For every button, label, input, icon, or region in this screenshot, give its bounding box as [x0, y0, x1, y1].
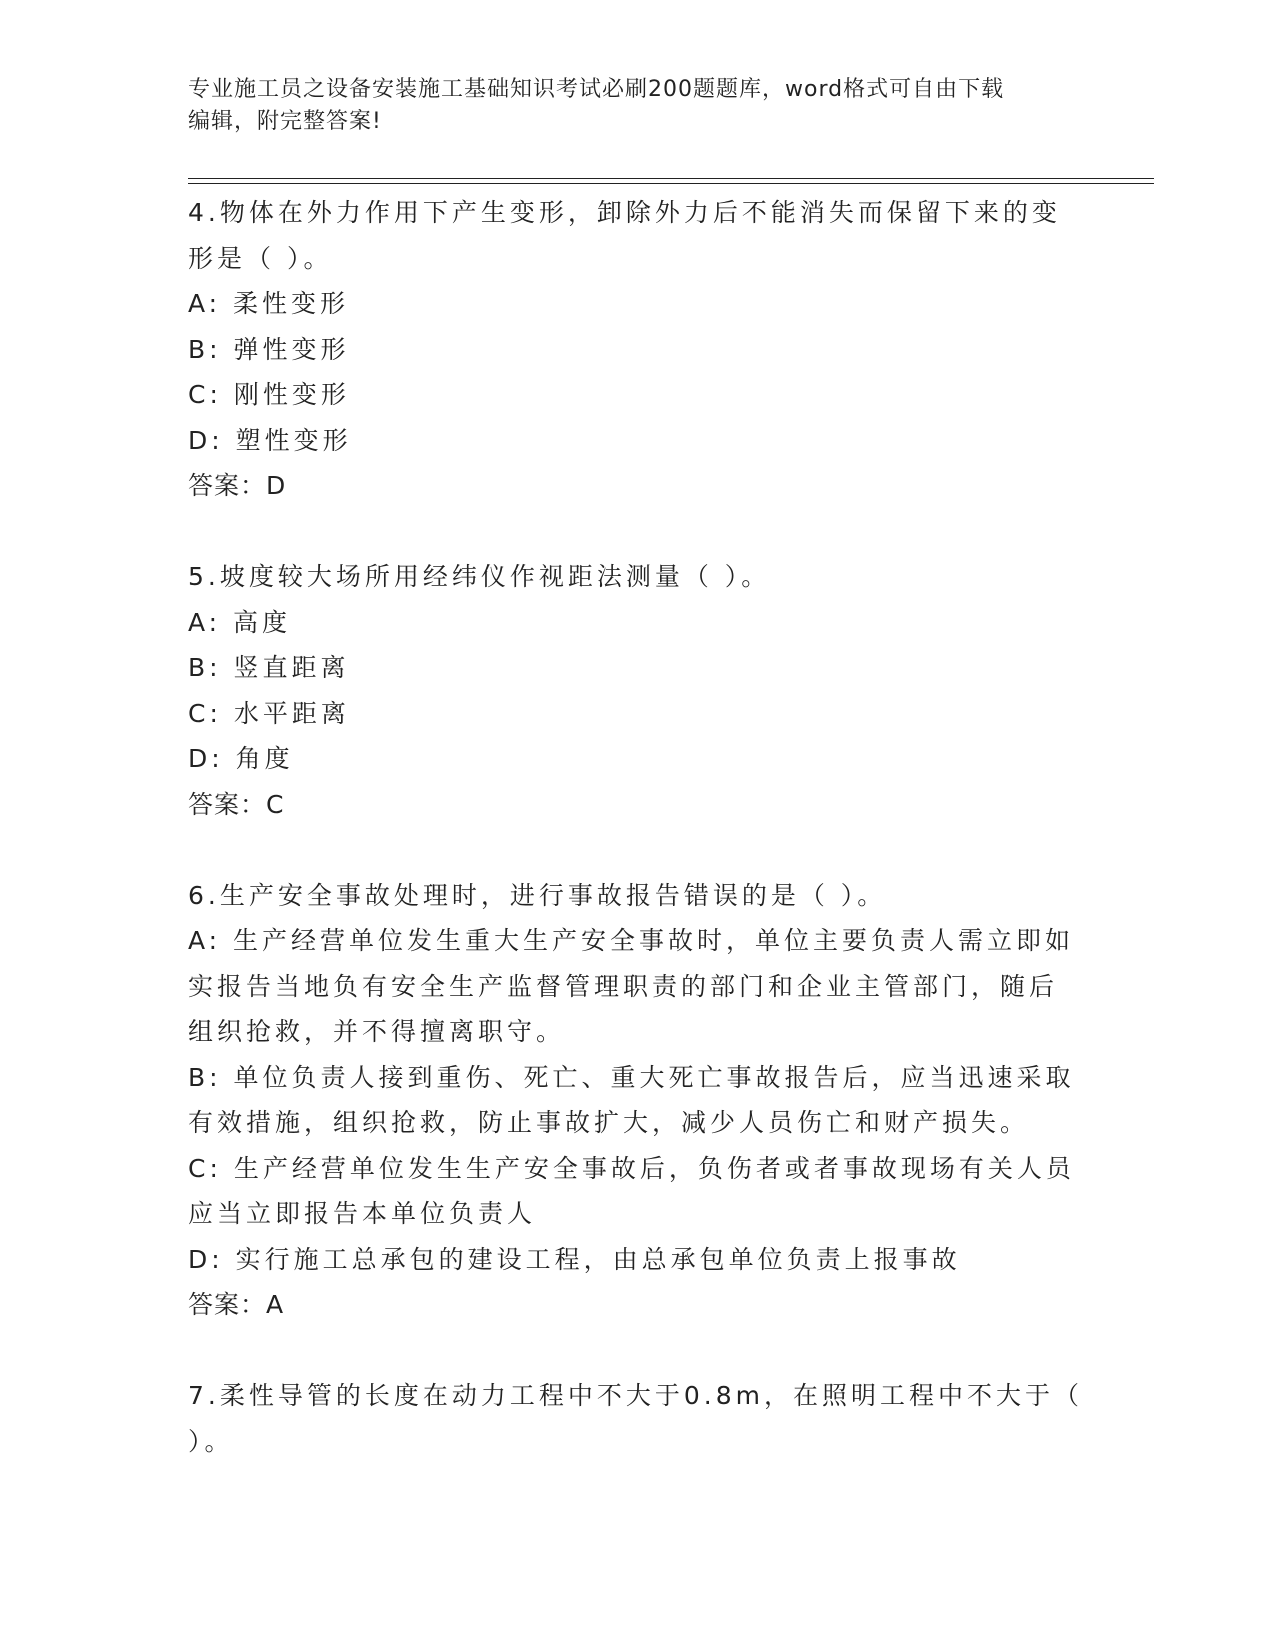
option-a-continued: 组织抢救，并不得擅离职守。: [188, 1017, 566, 1046]
option-b: B: 竖直距离: [188, 653, 350, 682]
header-rule-top: [188, 178, 1154, 179]
question-text-line: ）。: [188, 1426, 234, 1456]
option-c: C: 水平距离: [188, 698, 350, 728]
question-text-line: 6.生产安全事故处理时，进行事故报告错误的是（ ）。: [188, 880, 887, 910]
question-text-line: 4.物体在外力作用下产生变形，卸除外力后不能消失而保留下来的变: [188, 198, 1061, 227]
answer: 答案：C: [188, 789, 285, 819]
option-d: D: 塑性变形: [188, 425, 352, 455]
spacer: [188, 827, 1088, 873]
option-b: B: 单位负责人接到重伤、死亡、重大死亡事故报告后，应当迅速采取: [188, 1062, 1075, 1092]
option-b-continued: 有效措施，组织抢救，防止事故扩大，减少人员伤亡和财产损失。: [188, 1108, 1030, 1137]
option-c: C: 生产经营单位发生生产安全事故后，负伤者或者事故现场有关人员: [188, 1153, 1075, 1183]
spacer: [188, 509, 1088, 555]
header-line-2: 编辑，附完整答案!: [188, 109, 382, 134]
question-list: [188, 190, 1088, 1464]
question-7: [188, 1373, 1088, 1464]
question-4: [188, 190, 1088, 509]
spacer: [188, 1328, 1088, 1374]
document-header: [188, 74, 1068, 138]
option-c-continued: 应当立即报告本单位负责人: [188, 1199, 537, 1228]
header-rule-bottom: [188, 183, 1154, 184]
question-5: [188, 554, 1088, 827]
question-text-line: 5.坡度较大场所用经纬仪作视距法测量（ ）。: [188, 562, 771, 591]
option-d: D: 角度: [188, 744, 294, 773]
option-d: D: 实行施工总承包的建设工程，由总承包单位负责上报事故: [188, 1244, 961, 1274]
question-text-line: 7.柔性导管的长度在动力工程中不大于0.8m，在照明工程中不大于（: [188, 1381, 1083, 1410]
option-a: A: 生产经营单位发生重大生产安全事故时，单位主要负责人需立即如: [188, 926, 1075, 955]
header-line-1: 专业施工员之设备安装施工基础知识考试必刷200题题库，word格式可自由下载: [188, 77, 1005, 102]
question-6: [188, 873, 1088, 1328]
option-a-continued: 实报告当地负有安全生产监督管理职责的部门和企业主管部门，随后: [188, 971, 1059, 1001]
question-text-line: 形是（ ）。: [188, 243, 333, 273]
option-a: A: 柔性变形: [188, 289, 350, 318]
answer: 答案：D: [188, 471, 287, 500]
option-a: A: 高度: [188, 607, 292, 637]
answer: 答案：A: [188, 1290, 285, 1319]
option-b: B: 弹性变形: [188, 334, 350, 364]
option-c: C: 刚性变形: [188, 380, 350, 409]
